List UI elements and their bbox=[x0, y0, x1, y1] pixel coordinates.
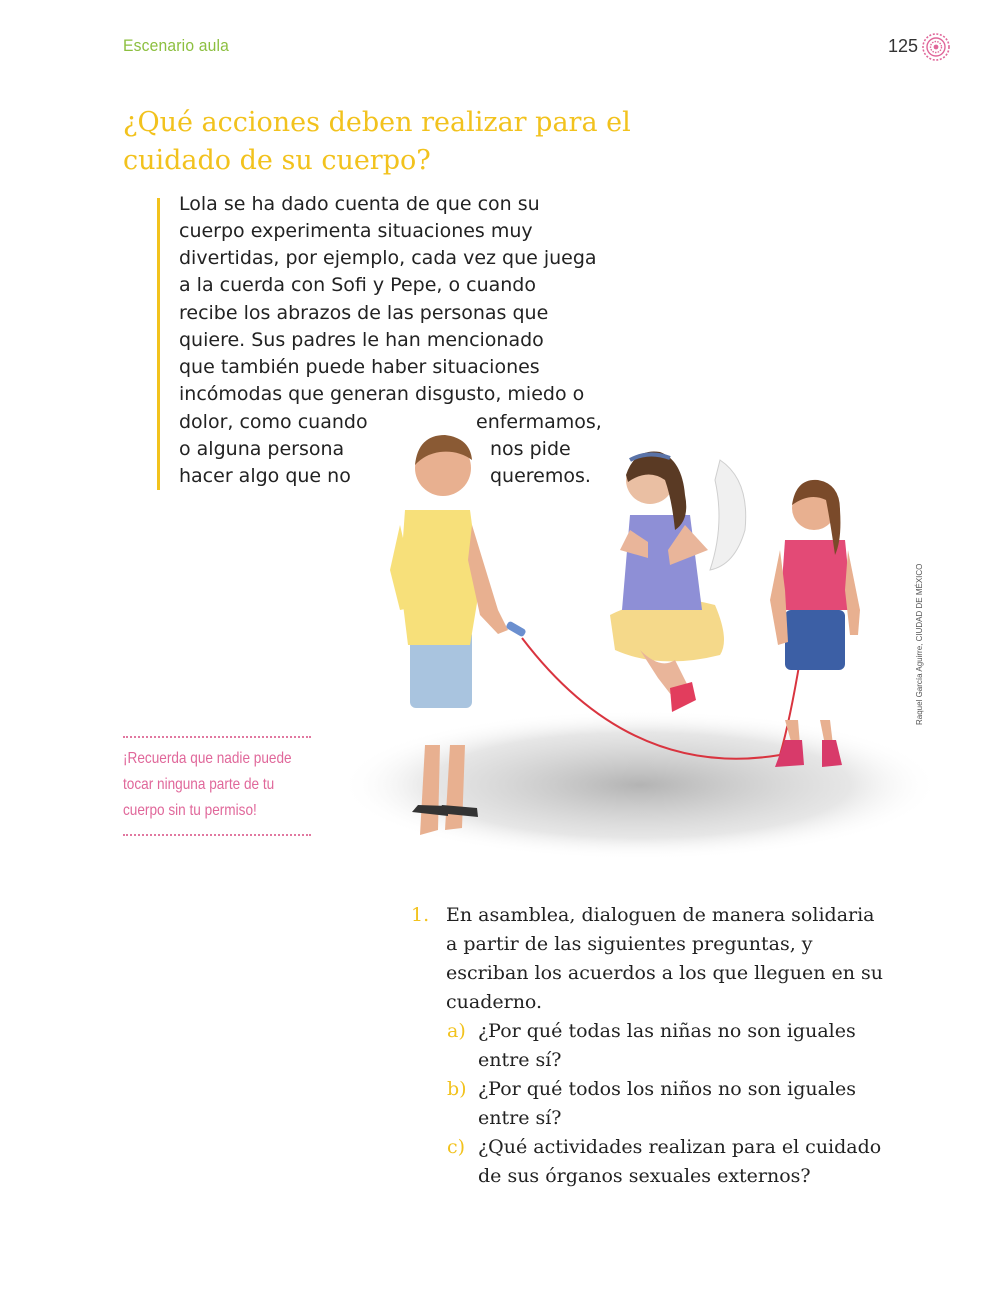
title-line-2: cuidado de su cuerpo? bbox=[123, 145, 431, 176]
reminder-box bbox=[123, 736, 311, 836]
story-line: enfermamos, bbox=[476, 411, 602, 433]
question-c-line: de sus órganos sexuales externos? bbox=[478, 1165, 811, 1187]
jump-rope-illustration bbox=[330, 420, 950, 880]
story-line: Lola se ha dado cuenta de que con su bbox=[179, 193, 540, 215]
activity-line: a partir de las siguientes preguntas, y bbox=[446, 933, 813, 955]
page-number: 125 bbox=[888, 36, 919, 56]
story-line: recibe los abrazos de las personas que bbox=[179, 302, 549, 324]
title-line-1: ¿Qué acciones deben realizar para el bbox=[123, 107, 631, 138]
question-b-line: ¿Por qué todos los niños no son iguales bbox=[478, 1078, 857, 1100]
mandala-icon bbox=[921, 32, 951, 62]
question-letter-c: c) bbox=[447, 1136, 466, 1158]
reminder-line: tocar ninguna parte de tu bbox=[123, 776, 275, 793]
story-line: dolor, como cuando bbox=[179, 411, 368, 433]
story-line: nos pide bbox=[490, 438, 571, 460]
question-letter-b: b) bbox=[447, 1078, 467, 1100]
story-line: incómodas que generan disgusto, miedo o bbox=[179, 383, 585, 405]
illustration-credit: Raquel García Aguirre, CIUDAD DE MÉXICO bbox=[915, 563, 924, 725]
jumping-girl-figure bbox=[610, 451, 746, 712]
story-line: quiere. Sus padres le han mencionado bbox=[179, 329, 544, 351]
reminder-line: cuerpo sin tu permiso! bbox=[123, 802, 257, 819]
activity-number: 1. bbox=[411, 904, 430, 926]
reminder-line: ¡Recuerda que nadie puede bbox=[123, 750, 292, 767]
activity-line: En asamblea, dialoguen de manera solidaria bbox=[446, 904, 875, 926]
question-a-line: entre sí? bbox=[478, 1049, 562, 1071]
activity-line: cuaderno. bbox=[446, 991, 543, 1013]
reminder-text bbox=[123, 746, 312, 824]
story-line: hacer algo que no bbox=[179, 465, 351, 487]
section-label: Escenario aula bbox=[123, 36, 230, 55]
question-b-line: entre sí? bbox=[478, 1107, 562, 1129]
story-line: a la cuerda con Sofi y Pepe, o cuando bbox=[179, 274, 536, 296]
story-line: que también puede haber situaciones bbox=[179, 356, 540, 378]
activity-line: escriban los acuerdos a los que lleguen en su bbox=[446, 962, 883, 984]
page-title bbox=[123, 104, 683, 180]
story-line: divertidas, por ejemplo, cada vez que juega bbox=[179, 247, 597, 269]
story-line: cuerpo experimenta situaciones muy bbox=[179, 220, 533, 242]
story-line: queremos. bbox=[490, 465, 591, 487]
question-letter-a: a) bbox=[447, 1020, 466, 1042]
question-a-line: ¿Por qué todas las niñas no son iguales bbox=[478, 1020, 856, 1042]
question-c-line: ¿Qué actividades realizan para el cuidado bbox=[478, 1136, 882, 1158]
story-line: o alguna persona bbox=[179, 438, 345, 460]
story-accent-bar bbox=[157, 198, 160, 490]
